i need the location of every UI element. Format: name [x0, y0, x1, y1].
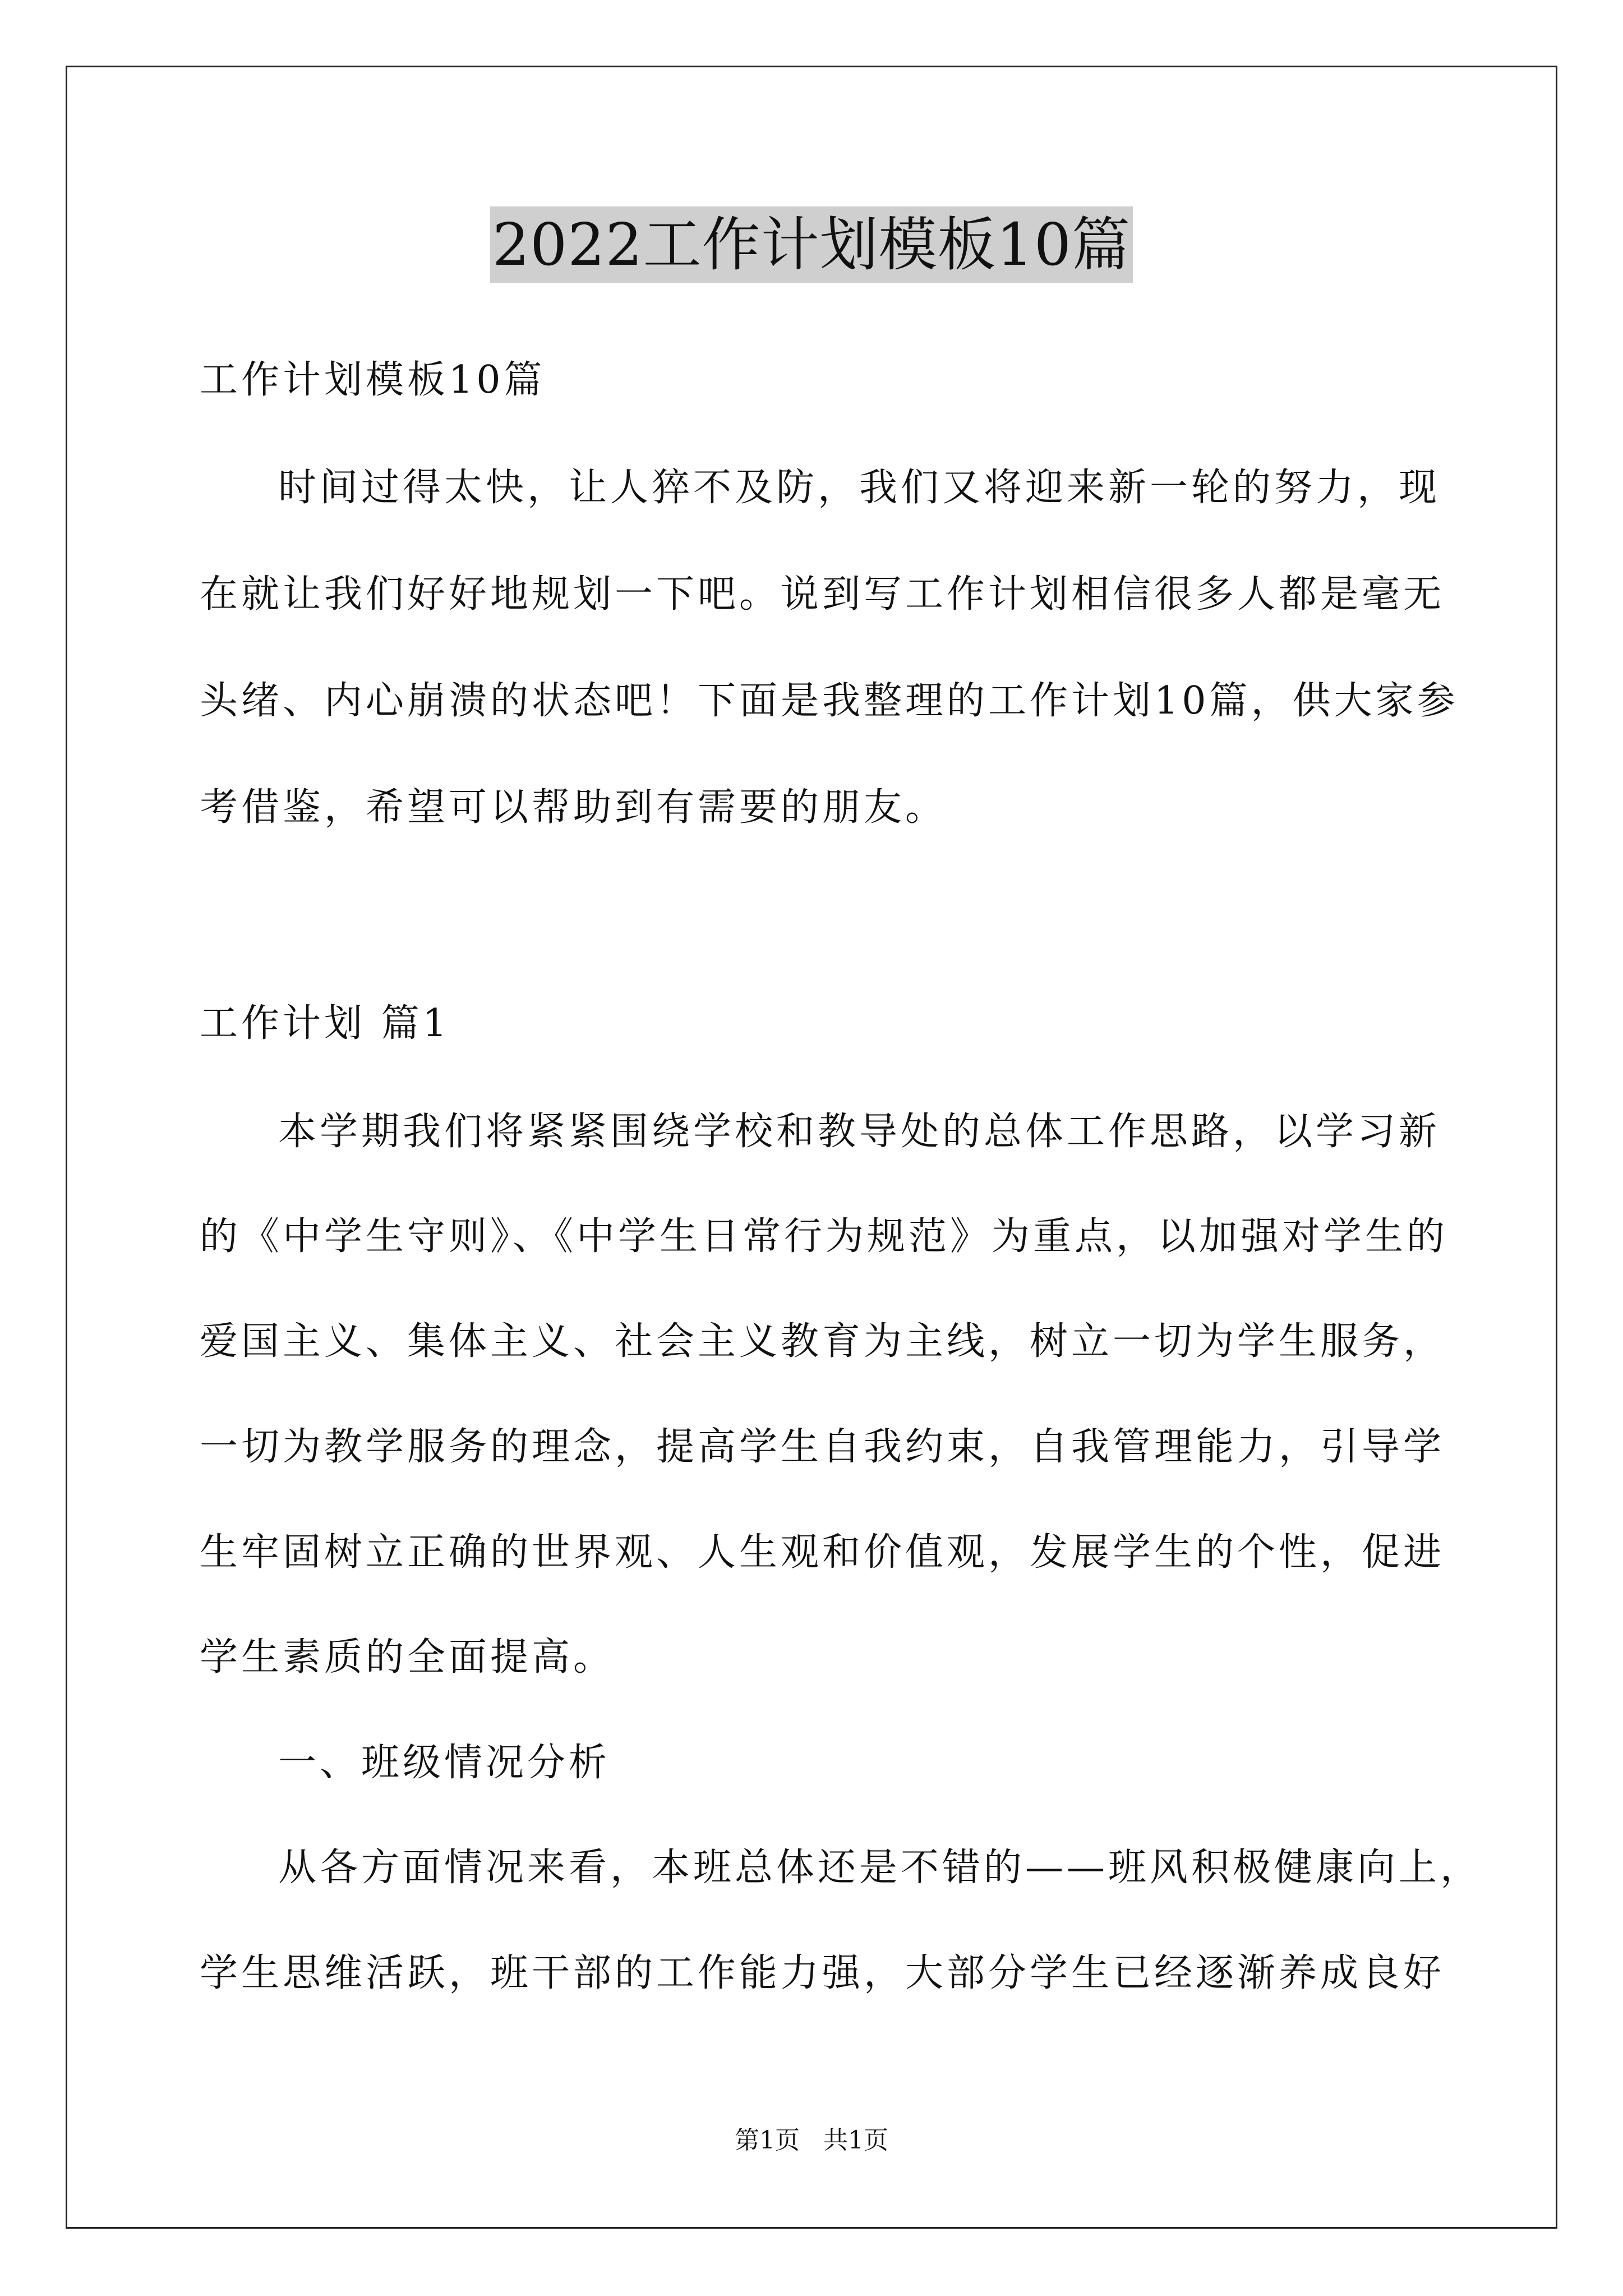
- total-pages: 共1页: [823, 2126, 888, 2155]
- subtitle: 工作计划模板10篇: [200, 358, 546, 402]
- intro-line: 考借鉴，希望可以帮助到有需要的朋友。: [200, 785, 947, 830]
- subheading: 一、班级情况分析: [278, 1741, 611, 1785]
- intro-line: 在就让我们好好地规划一下吧。说到写工作计划相信很多人都是毫无: [200, 572, 1445, 616]
- section-heading: 工作计划 篇1: [200, 1001, 450, 1046]
- section-line: 本学期我们将紧紧围绕学校和教导处的总体工作思路，以学习新: [278, 1110, 1441, 1154]
- analysis-line: 学生思维活跃，班干部的工作能力强，大部分学生已经逐渐养成良好: [200, 1951, 1445, 1995]
- intro-line: 时间过得太快，让人猝不及防，我们又将迎来新一轮的努力，现: [278, 466, 1441, 510]
- section-line: 生牢固树立正确的世界观、人生观和价值观，发展学生的个性，促进: [200, 1530, 1445, 1575]
- intro-line: 头绪、内心崩溃的状态吧！下面是我整理的工作计划10篇，供大家参: [200, 679, 1459, 723]
- section-line: 的《中学生守则》、《中学生日常行为规范》为重点，以加强对学生的: [200, 1214, 1449, 1259]
- page-number: 第1页: [735, 2126, 800, 2155]
- section-line: 学生素质的全面提高。: [200, 1635, 615, 1680]
- document-title: 2022工作计划模板10篇: [490, 206, 1133, 283]
- page-footer: [0, 2124, 1623, 2157]
- section-line: 一切为教学服务的理念，提高学生自我约束，自我管理能力，引导学: [200, 1425, 1445, 1469]
- section-line: 爱国主义、集体主义、社会主义教育为主线，树立一切为学生服务，: [200, 1319, 1445, 1364]
- title-container: [0, 206, 1623, 283]
- analysis-line: 从各方面情况来看，本班总体还是不错的——班风积极健康向上，: [278, 1846, 1482, 1890]
